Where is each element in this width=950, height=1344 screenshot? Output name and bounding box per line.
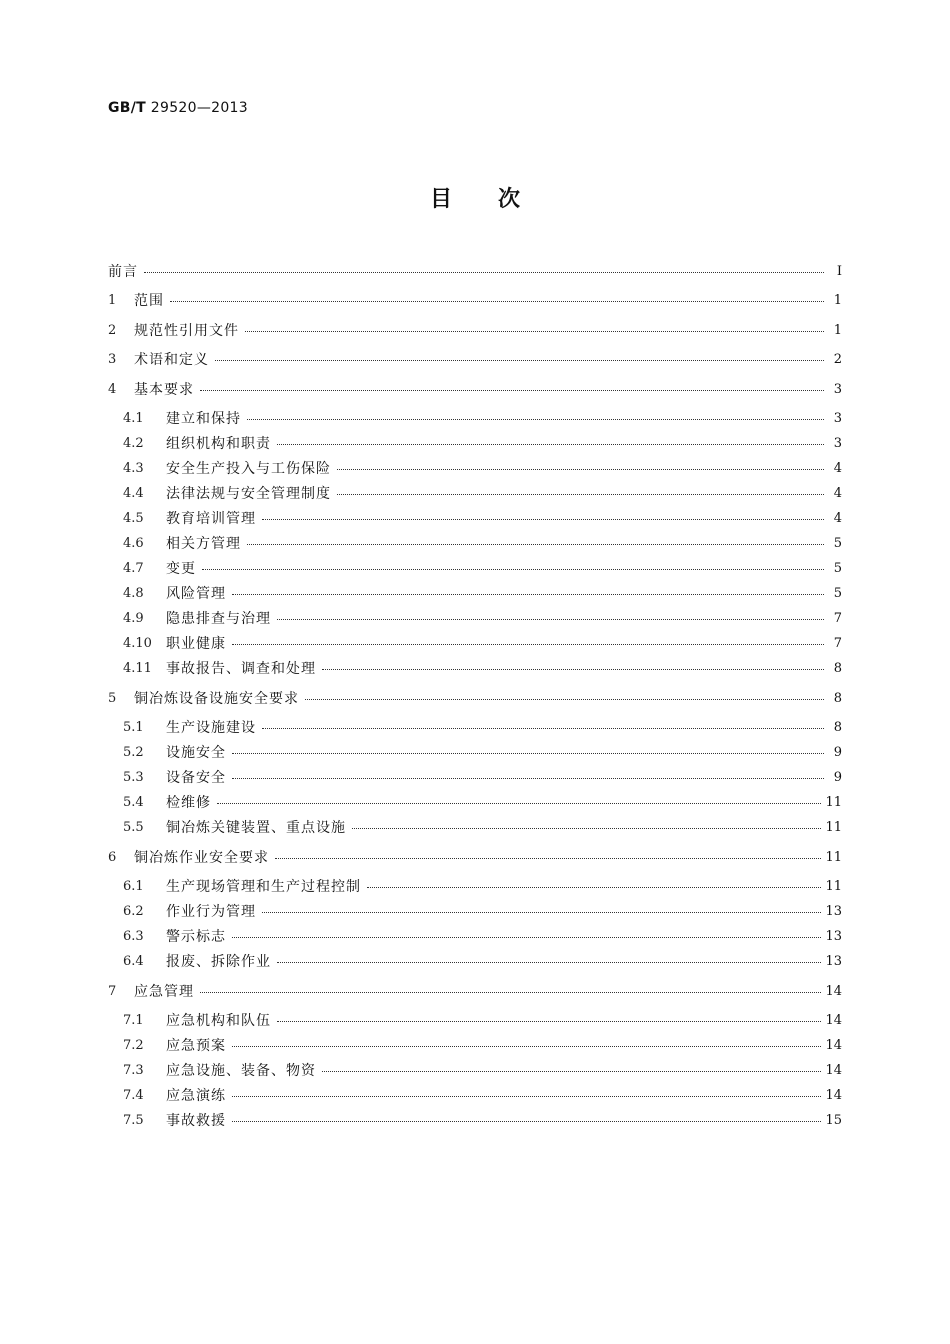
toc-entry[interactable] bbox=[123, 407, 842, 429]
toc-entry-number: 7.5 bbox=[123, 1112, 144, 1128]
toc-entry-number: 4 bbox=[108, 381, 117, 397]
toc-entry-label: 应急管理 bbox=[134, 984, 194, 1000]
toc-leader-dots bbox=[262, 900, 821, 922]
toc-entry-page: 4 bbox=[833, 510, 842, 526]
toc-entry-number: 4.2 bbox=[123, 435, 144, 451]
standard-number bbox=[108, 100, 248, 116]
toc-entry-page: 3 bbox=[833, 381, 842, 397]
toc-entry-label: 铜冶炼作业安全要求 bbox=[134, 850, 269, 866]
standard-prefix: GB/T bbox=[108, 100, 147, 116]
toc-entry-page: 1 bbox=[833, 292, 842, 308]
toc-entry-page: 13 bbox=[825, 928, 842, 944]
toc-leader-dots bbox=[277, 950, 821, 972]
toc-leader-dots bbox=[247, 532, 824, 554]
toc-entry-label: 设备安全 bbox=[166, 770, 226, 786]
toc-entry-label: 铜冶炼设备设施安全要求 bbox=[134, 691, 299, 707]
toc-entry[interactable] bbox=[123, 875, 842, 897]
toc-leader-dots bbox=[352, 816, 821, 838]
toc-entry-number: 6 bbox=[108, 849, 117, 865]
toc-entry-page: 5 bbox=[833, 535, 842, 551]
toc-entry-page: 11 bbox=[825, 849, 842, 865]
toc-entry-page: 13 bbox=[825, 903, 842, 919]
toc-entry-number: 7 bbox=[108, 983, 117, 999]
toc-entry-page: 8 bbox=[833, 719, 842, 735]
toc-entry-label: 应急演练 bbox=[166, 1088, 226, 1104]
toc-entry-number: 4.4 bbox=[123, 485, 144, 501]
toc-entry-label: 设施安全 bbox=[166, 745, 226, 761]
toc-entry-page: 14 bbox=[825, 1087, 842, 1103]
toc-entry-number: 5.3 bbox=[123, 769, 144, 785]
toc-entry-label: 隐患排查与治理 bbox=[166, 611, 271, 627]
toc-entry-label: 安全生产投入与工伤保险 bbox=[166, 461, 331, 477]
toc-entry-page: 9 bbox=[833, 744, 842, 760]
toc-entry-page: 5 bbox=[833, 560, 842, 576]
toc-entry-page: 8 bbox=[833, 690, 842, 706]
toc-leader-dots bbox=[232, 766, 824, 788]
toc-entry-number: 4.9 bbox=[123, 610, 144, 626]
toc-entry[interactable] bbox=[123, 1059, 842, 1081]
toc-entry-page: 11 bbox=[825, 819, 842, 835]
toc-entry-label: 范围 bbox=[134, 293, 164, 309]
toc-entry-number: 4.10 bbox=[123, 635, 152, 651]
toc-entry-page: 1 bbox=[833, 322, 842, 338]
toc-entry-number: 4.11 bbox=[123, 660, 152, 676]
toc-entry-page: 13 bbox=[825, 953, 842, 969]
toc-entry-label: 教育培训管理 bbox=[166, 511, 256, 527]
toc-entry-page: 7 bbox=[833, 635, 842, 651]
toc-entry[interactable] bbox=[123, 1109, 842, 1131]
toc-entry-label: 作业行为管理 bbox=[166, 904, 256, 920]
toc-leader-dots bbox=[262, 716, 824, 738]
toc-entry-page: 14 bbox=[825, 1062, 842, 1078]
toc-entry[interactable] bbox=[123, 900, 842, 922]
toc-entry-page: 7 bbox=[833, 610, 842, 626]
toc-entry[interactable] bbox=[123, 1034, 842, 1056]
toc-leader-dots bbox=[215, 348, 824, 370]
toc-entry-number: 4.7 bbox=[123, 560, 144, 576]
toc-leader-dots bbox=[275, 846, 821, 868]
toc-leader-dots bbox=[232, 632, 824, 654]
toc-entry-number: 6.1 bbox=[123, 878, 144, 894]
toc-entry[interactable] bbox=[108, 260, 842, 282]
toc-leader-dots bbox=[245, 319, 824, 341]
toc-entry[interactable] bbox=[123, 1084, 842, 1106]
toc-leader-dots bbox=[232, 1034, 821, 1056]
toc-entry-page: 3 bbox=[833, 435, 842, 451]
toc-leader-dots bbox=[277, 1009, 821, 1031]
toc-entry-page: 2 bbox=[833, 351, 842, 367]
toc-entry-number: 3 bbox=[108, 351, 117, 367]
toc-leader-dots bbox=[337, 482, 824, 504]
toc-leader-dots bbox=[232, 741, 824, 763]
toc-entry[interactable] bbox=[123, 557, 842, 579]
toc-leader-dots bbox=[232, 925, 821, 947]
toc-entry-number: 7.1 bbox=[123, 1012, 144, 1028]
toc-entry-label: 应急机构和队伍 bbox=[166, 1013, 271, 1029]
toc-entry[interactable] bbox=[123, 482, 842, 504]
toc-entry-number: 4.8 bbox=[123, 585, 144, 601]
toc-entry[interactable] bbox=[123, 607, 842, 629]
toc-entry[interactable] bbox=[123, 925, 842, 947]
toc-entry[interactable] bbox=[123, 791, 842, 813]
toc-entry-page: 14 bbox=[825, 983, 842, 999]
standard-code: 29520—2013 bbox=[146, 100, 248, 116]
toc-leader-dots bbox=[367, 875, 821, 897]
toc-entry[interactable] bbox=[123, 766, 842, 788]
toc-entry-label: 检维修 bbox=[166, 795, 211, 811]
toc-entry-label: 前言 bbox=[108, 264, 138, 280]
toc-entry-page: 5 bbox=[833, 585, 842, 601]
page-title: 目次 bbox=[429, 187, 566, 212]
toc-entry-number: 1 bbox=[108, 292, 117, 308]
toc-entry[interactable] bbox=[108, 687, 842, 709]
toc-entry-number: 6.4 bbox=[123, 953, 144, 969]
toc-entry[interactable] bbox=[123, 716, 842, 738]
toc-leader-dots bbox=[217, 791, 821, 813]
toc-entry-number: 5.1 bbox=[123, 719, 144, 735]
toc-entry[interactable] bbox=[123, 1009, 842, 1031]
toc-leader-dots bbox=[247, 407, 824, 429]
toc-entry-label: 事故救援 bbox=[166, 1113, 226, 1129]
toc-entry-label: 规范性引用文件 bbox=[134, 323, 239, 339]
toc-entry-number: 4.5 bbox=[123, 510, 144, 526]
toc-entry-label: 变更 bbox=[166, 561, 196, 577]
toc-entry-number: 2 bbox=[108, 322, 117, 338]
toc-entry-page: 3 bbox=[833, 410, 842, 426]
toc-entry-label: 生产现场管理和生产过程控制 bbox=[166, 879, 361, 895]
toc-entry-number: 7.3 bbox=[123, 1062, 144, 1078]
toc-entry-page: 4 bbox=[833, 485, 842, 501]
toc-entry[interactable] bbox=[123, 457, 842, 479]
toc-leader-dots bbox=[200, 980, 821, 1002]
toc-leader-dots bbox=[262, 507, 824, 529]
toc-entry-number: 5.2 bbox=[123, 744, 144, 760]
toc-entry-number: 6.2 bbox=[123, 903, 144, 919]
toc-entry[interactable] bbox=[123, 950, 842, 972]
toc-entry[interactable] bbox=[123, 582, 842, 604]
toc-entry-label: 相关方管理 bbox=[166, 536, 241, 552]
toc-leader-dots bbox=[232, 1109, 821, 1131]
toc-entry-page: 9 bbox=[833, 769, 842, 785]
toc-entry[interactable] bbox=[123, 432, 842, 454]
toc-entry[interactable] bbox=[108, 846, 842, 868]
toc-entry-label: 术语和定义 bbox=[134, 352, 209, 368]
toc-leader-dots bbox=[170, 289, 824, 311]
toc-leader-dots bbox=[144, 260, 824, 282]
toc-entry-label: 职业健康 bbox=[166, 636, 226, 652]
toc-entry-number: 4.6 bbox=[123, 535, 144, 551]
toc-entry-number: 5 bbox=[108, 690, 117, 706]
toc-entry[interactable] bbox=[108, 289, 842, 311]
toc-entry-label: 铜冶炼关键装置、重点设施 bbox=[166, 820, 346, 836]
toc-entry-number: 7.4 bbox=[123, 1087, 144, 1103]
toc-entry-label: 报废、拆除作业 bbox=[166, 954, 271, 970]
toc-leader-dots bbox=[232, 582, 824, 604]
toc-entry-page: 15 bbox=[825, 1112, 842, 1128]
toc-entry-number: 7.2 bbox=[123, 1037, 144, 1053]
toc-entry-number: 4.1 bbox=[123, 410, 144, 426]
toc-entry[interactable] bbox=[108, 319, 842, 341]
toc-leader-dots bbox=[337, 457, 824, 479]
toc-entry[interactable] bbox=[123, 741, 842, 763]
toc-entry-page: Ⅰ bbox=[836, 263, 842, 279]
toc-entry-page: 11 bbox=[825, 794, 842, 810]
toc-leader-dots bbox=[305, 687, 824, 709]
toc-entry-label: 法律法规与安全管理制度 bbox=[166, 486, 331, 502]
toc-entry-number: 6.3 bbox=[123, 928, 144, 944]
toc-entry[interactable] bbox=[123, 657, 842, 679]
toc-leader-dots bbox=[322, 657, 824, 679]
toc-entry-label: 风险管理 bbox=[166, 586, 226, 602]
toc-leader-dots bbox=[277, 607, 824, 629]
toc-entry-page: 4 bbox=[833, 460, 842, 476]
toc-entry-page: 14 bbox=[825, 1012, 842, 1028]
toc-leader-dots bbox=[200, 378, 824, 400]
toc-entry[interactable] bbox=[123, 532, 842, 554]
toc-entry-label: 生产设施建设 bbox=[166, 720, 256, 736]
toc-entry-number: 4.3 bbox=[123, 460, 144, 476]
toc-leader-dots bbox=[277, 432, 824, 454]
toc-leader-dots bbox=[232, 1084, 821, 1106]
toc-entry-number: 5.5 bbox=[123, 819, 144, 835]
toc-entry[interactable] bbox=[123, 507, 842, 529]
toc-entry-label: 基本要求 bbox=[134, 382, 194, 398]
toc-entry-page: 11 bbox=[825, 878, 842, 894]
toc-entry[interactable] bbox=[108, 348, 842, 370]
toc-entry[interactable] bbox=[123, 816, 842, 838]
toc-entry[interactable] bbox=[123, 632, 842, 654]
toc-entry-label: 警示标志 bbox=[166, 929, 226, 945]
toc-leader-dots bbox=[202, 557, 824, 579]
toc-entry-label: 应急预案 bbox=[166, 1038, 226, 1054]
toc-entry-page: 14 bbox=[825, 1037, 842, 1053]
toc-entry[interactable] bbox=[108, 378, 842, 400]
toc-leader-dots bbox=[322, 1059, 821, 1081]
toc-entry-label: 事故报告、调查和处理 bbox=[166, 661, 316, 677]
toc-entry-number: 5.4 bbox=[123, 794, 144, 810]
toc-entry-label: 建立和保持 bbox=[166, 411, 241, 427]
toc-entry[interactable] bbox=[108, 980, 842, 1002]
toc-entry-label: 组织机构和职责 bbox=[166, 436, 271, 452]
toc-entry-label: 应急设施、装备、物资 bbox=[166, 1063, 316, 1079]
toc-entry-page: 8 bbox=[833, 660, 842, 676]
